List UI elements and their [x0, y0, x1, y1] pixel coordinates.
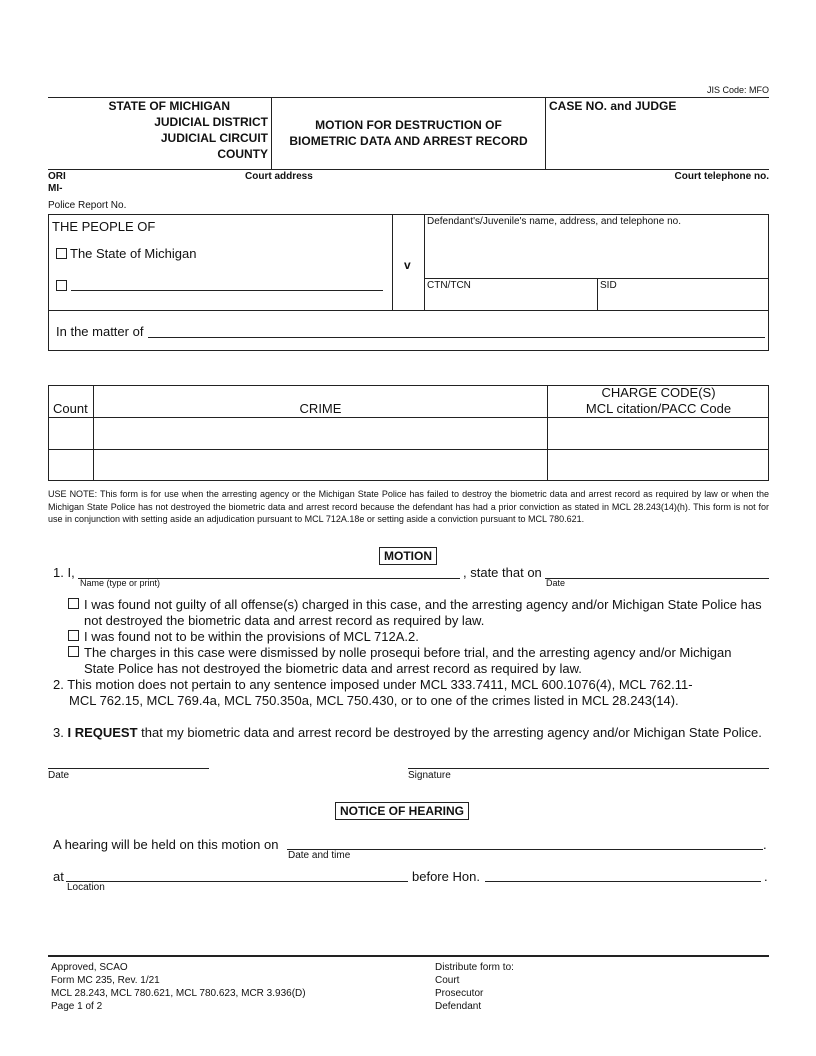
item3-rest: that my biometric data and arrest record be destroyed by the arresting agency and/or Michigan State Police.: [141, 725, 762, 740]
parties-box: [48, 214, 769, 351]
parties-divider-1: [392, 214, 393, 310]
hearing-period: .: [763, 837, 767, 852]
item2-line1: 2. This motion does not pertain to any sentence imposed under MCL 333.7411, MCL 600.1076(4), MCL 762.11-: [53, 677, 693, 692]
other-party-checkbox[interactable]: [56, 280, 67, 291]
defendant-label: Defendant's/Juvenile's name, address, and telephone no.: [427, 216, 681, 227]
form-title-line2: BIOMETRIC DATA AND ARREST RECORD: [289, 134, 528, 148]
name-caption: Name (type or print): [80, 578, 161, 588]
use-note: USE NOTE: This form is for use when the arresting agency or the Michigan State Police has failed to destroy the biometric data and arrest record as required by law or when the Michigan State Police has not destroyed the biometric data and arrest record because the defendant has had a prior conviction as stated in MCL 28.243(14)(h). This form is not for use in conjunction with setting aside an adjudication pursuant to MCL 712A.18e or setting aside a conviction pursuant to MCL 780.621.: [48, 489, 769, 524]
matter-line[interactable]: [148, 337, 765, 338]
jis-code: JIS Code: MFO: [706, 85, 769, 95]
date-label: Date: [48, 770, 70, 781]
judge-period: .: [764, 869, 768, 884]
motion-heading: MOTION: [379, 547, 437, 565]
case-no-field[interactable]: [546, 116, 768, 168]
versus-label: v: [404, 258, 411, 272]
charge-code-header-1: CHARGE CODE(S): [601, 385, 716, 400]
form-title-line1: MOTION FOR DESTRUCTION OF: [315, 118, 502, 132]
circuit-label: JUDICIAL CIRCUIT: [160, 131, 268, 145]
state-option-label: The State of Michigan: [70, 246, 197, 261]
parties-divider-2: [424, 214, 425, 310]
charge-code-header-2: MCL citation/PACC Code: [585, 401, 732, 416]
court-address-label: Court address: [245, 171, 313, 182]
footer-approved: Approved, SCAO: [51, 962, 128, 973]
footer-prosecutor: Prosecutor: [435, 988, 484, 999]
judge-line[interactable]: [485, 881, 761, 882]
option1-checkbox[interactable]: [68, 598, 79, 609]
item1-start: 1. I,: [53, 565, 75, 580]
police-report-label: Police Report No.: [48, 200, 127, 211]
option3-line2: State Police has not destroyed the biometric data and arrest record as required by law.: [84, 661, 582, 676]
footer-form: Form MC 235, Rev. 1/21: [51, 975, 160, 986]
ori-label: ORI: [48, 171, 66, 182]
footer-right: [435, 961, 514, 1013]
header-divider-1: [271, 97, 272, 169]
location-caption: Location: [67, 882, 105, 893]
before-hon-label: before Hon.: [412, 869, 480, 884]
header-bottom-rule: [48, 169, 769, 170]
notice-heading: NOTICE OF HEARING: [335, 802, 469, 820]
ori-prefix: MI-: [48, 183, 63, 194]
item2-line2: MCL 762.15, MCL 769.4a, MCL 750.350a, MCL 750.430, or to one of the crimes listed in MCL 28.243(14).: [69, 693, 679, 708]
footer-distribute: Distribute form to:: [435, 962, 514, 973]
footer-page: Page 1 of 2: [51, 1001, 103, 1012]
parties-rule: [48, 310, 769, 311]
case-no-label: CASE NO. and JUDGE: [549, 99, 677, 113]
date-signature-line[interactable]: [48, 768, 209, 769]
item3-num: 3.: [53, 725, 64, 740]
footer-defendant: Defendant: [435, 1001, 482, 1012]
signature-line[interactable]: [408, 768, 769, 769]
item3-bold: I REQUEST: [67, 725, 138, 740]
option3-line1: The charges in this case were dismissed by nolle prosequi before trial, and the arresting agency and/or Michigan: [84, 645, 732, 660]
header-top-rule: [48, 97, 769, 98]
charges-header-rule: [48, 417, 769, 418]
people-of-label: THE PEOPLE OF: [52, 219, 156, 234]
state-checkbox[interactable]: [56, 248, 67, 259]
footer-rule: [48, 955, 769, 957]
matter-label: In the matter of: [56, 324, 144, 339]
district-label: JUDICIAL DISTRICT: [154, 115, 268, 129]
option2-checkbox[interactable]: [68, 630, 79, 641]
hearing-text: A hearing will be held on this motion on: [53, 837, 279, 852]
court-phone-label: Court telephone no.: [674, 171, 769, 182]
option3-checkbox[interactable]: [68, 646, 79, 657]
charges-row-rule: [48, 449, 769, 450]
footer-court: Court: [435, 975, 460, 986]
footer-mcl: MCL 28.243, MCL 780.621, MCL 780.623, MCR 3.936(D): [51, 988, 306, 999]
other-party-line[interactable]: [71, 290, 383, 291]
county-label: COUNTY: [217, 147, 268, 161]
date-line-1[interactable]: [545, 578, 769, 579]
state-that-on-label: , state that on: [463, 565, 542, 580]
item3-text: [53, 725, 762, 740]
crime-header: CRIME: [299, 401, 342, 416]
footer-left: [51, 961, 306, 1013]
at-label: at: [53, 869, 64, 884]
option2-text: I was found not to be within the provisions of MCL 712A.2.: [84, 629, 419, 644]
date-time-caption: Date and time: [288, 850, 351, 861]
hearing-date-line[interactable]: [287, 849, 763, 850]
location-line[interactable]: [66, 881, 408, 882]
count-header: Count: [53, 401, 88, 416]
option1-line1: I was found not guilty of all offense(s) charged in this case, and the arresting agency and/or Michigan State Police has: [84, 597, 762, 612]
signature-label: Signature: [408, 770, 451, 781]
charges-divider-1: [93, 385, 94, 481]
ctn-sid-divider: [597, 278, 598, 310]
state-label: STATE OF MICHIGAN: [108, 99, 230, 113]
sid-label: SID: [600, 280, 617, 291]
option1-line2: not destroyed the biometric data and arrest record as required by law.: [84, 613, 485, 628]
date-caption-1: Date: [546, 578, 566, 588]
ctn-label: CTN/TCN: [427, 280, 471, 291]
